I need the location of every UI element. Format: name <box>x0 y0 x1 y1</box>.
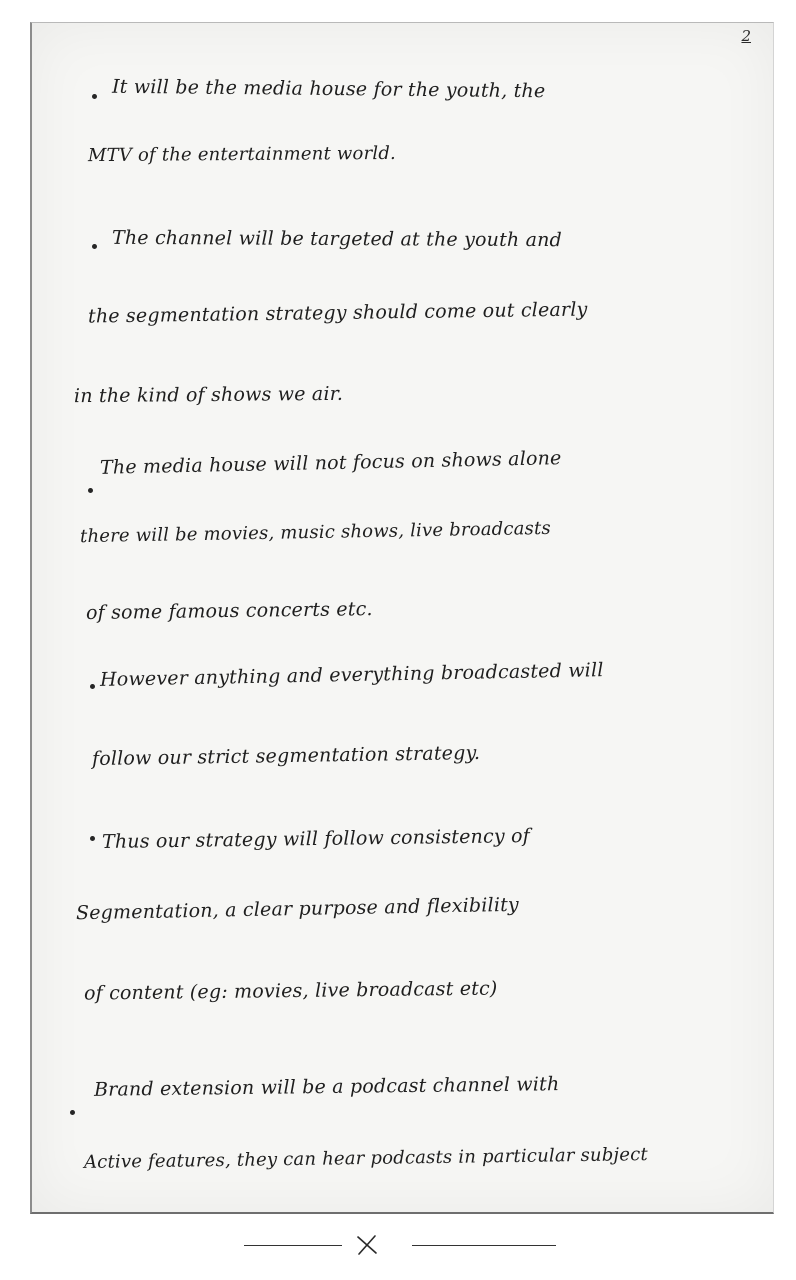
handwritten-line: The channel will be targeted at the youth and <box>111 226 563 252</box>
handwritten-line: However anything and everything broadcasted will <box>99 659 604 691</box>
handwritten-line: in the kind of shows we air. <box>73 382 344 408</box>
handwritten-line: follow our strict segmentation strategy. <box>91 741 481 771</box>
footer-divider-left <box>244 1245 342 1246</box>
handwritten-line: MTV of the entertainment world. <box>87 142 397 167</box>
bullet-dot <box>70 1110 75 1115</box>
handwritten-line: The media house will not focus on shows alone <box>99 447 562 479</box>
handwritten-line: Active features, they can hear podcasts in particular subject <box>83 1144 648 1173</box>
handwritten-line: Segmentation, a clear purpose and flexibility <box>75 893 520 925</box>
handwritten-line: It will be the media house for the youth, the <box>111 75 546 103</box>
bullet-dot <box>92 94 97 99</box>
bullet-dot <box>90 836 95 841</box>
handwritten-line: there will be movies, music shows, live broadcasts <box>79 517 552 548</box>
handwritten-line: the segmentation strategy should come out clearly <box>87 298 588 328</box>
cross-mark-icon <box>355 1233 379 1257</box>
handwritten-line: Brand extension will be a podcast channel with <box>93 1073 560 1101</box>
handwritten-line: of content (eg: movies, live broadcast etc) <box>83 977 498 1005</box>
footer-divider-right <box>412 1245 556 1246</box>
bullet-dot <box>88 488 93 493</box>
bullet-dot <box>92 244 97 249</box>
bullet-dot <box>90 684 95 689</box>
handwritten-line: Thus our strategy will follow consistency of <box>101 825 531 853</box>
handwritten-line: of some famous concerts etc. <box>85 597 373 625</box>
page-number: 2 <box>741 27 751 45</box>
